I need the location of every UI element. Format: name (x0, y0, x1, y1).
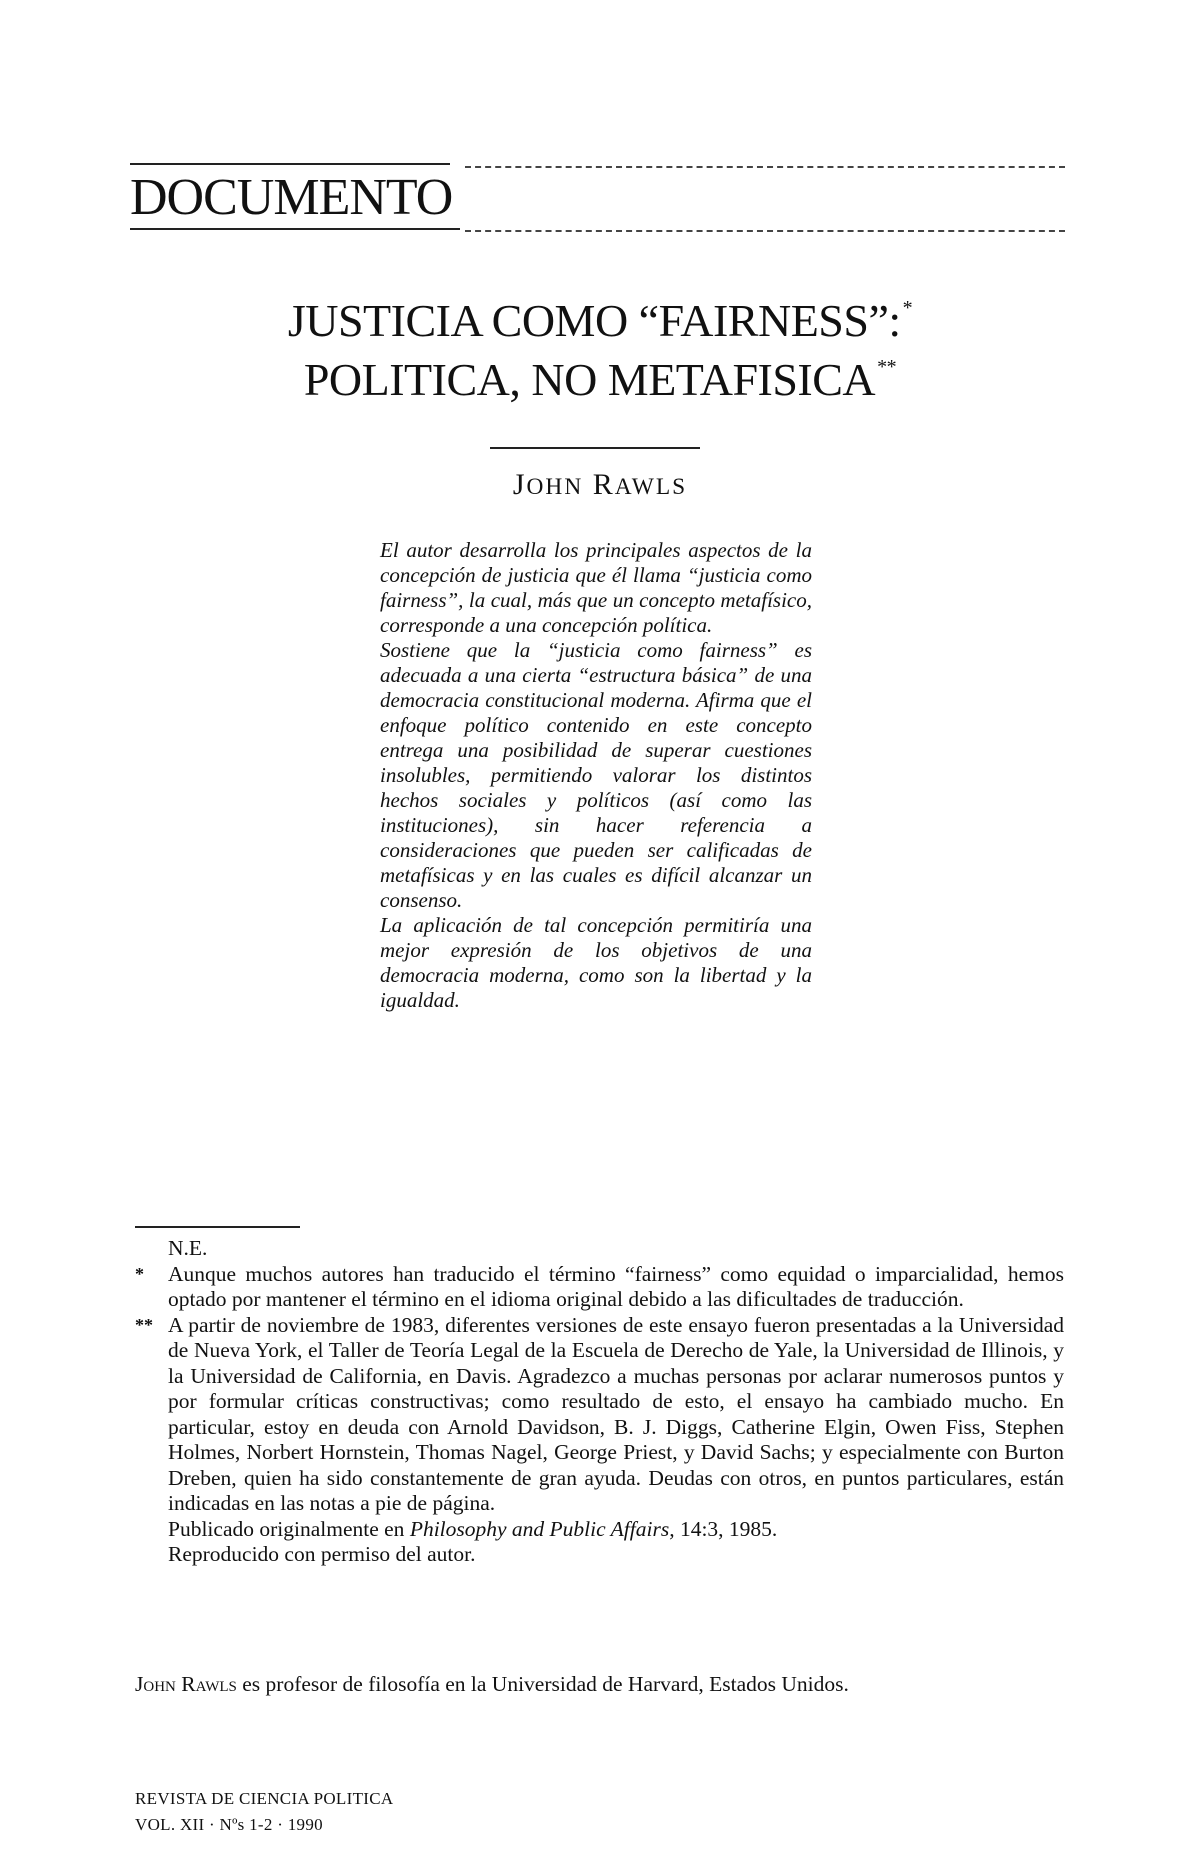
article-title-line-1 (0, 295, 1200, 346)
title-footnote-mark-1: * (902, 297, 913, 319)
header-rule-bottom-right (465, 230, 1065, 232)
article-title-line-2 (0, 354, 1200, 405)
footnote-rule (135, 1226, 300, 1228)
footer-volume: VOL. XII · Nºs 1-2 · 1990 (135, 1815, 323, 1834)
publication-prefix: Publicado originalmente en (168, 1516, 405, 1541)
title-footnote-mark-2: ** (877, 356, 897, 378)
section-label: DOCUMENTO (130, 169, 453, 226)
publication-note (168, 1517, 1064, 1543)
header-rule-top-left (130, 163, 450, 165)
author-name (0, 470, 1200, 500)
page-footer (135, 1786, 393, 1838)
author-rule (490, 447, 700, 449)
footnote-2-text: A partir de noviembre de 1983, diferentes versiones de este ensayo fueron presentadas a la Universidad de Nueva York, el Taller de Teoría Legal de la Escuela de Derecho de Yale, la Universidad de Illinois, y la Universidad de California, en Davis. Agradezco a muchas personas por aclarar numerosos puntos y por formular críticas constructivas; como resultado de esto, el ensayo ha cambiado mucho. En particular, estoy en deuda con Arnold Davidson, B. J. Diggs, Catherine Elgin, Owen Fiss, Stephen Holmes, Norbert Hornstein, Thomas Nagel, George Priest, y David Sachs; y especialmente con Burton Dreben, quien ha sido constantemente de gran ayuda. Deudas con otros, en puntos particulares, están indicadas en las notas a pie de página. (168, 1312, 1064, 1515)
header-rule-top-right (465, 166, 1065, 168)
footnotes (135, 1236, 1064, 1568)
author-last-rest: AWLS (614, 474, 688, 500)
reproduction-note: Reproducido con permiso del autor. (168, 1542, 476, 1566)
author-first-rest: OHN (526, 474, 584, 500)
footer-journal: REVISTA DE CIENCIA POLITICA (135, 1789, 394, 1808)
author-bio (135, 1672, 1064, 1698)
editor-note-label: N.E. (168, 1236, 208, 1260)
title-line-2-text: POLITICA, NO METAFISICA (303, 354, 876, 405)
footnote-2-mark: ** (135, 1314, 153, 1335)
footnote-1-mark: * (135, 1263, 144, 1284)
author-first-initial: J (512, 468, 527, 501)
abstract-paragraph-2: Sostiene que la “justicia como fairness” es adecuada a una cierta “estructura básica” de una democracia constitucional moderna. Afirma que el enfoque político contenido en este concepto entrega una posibilidad de superar cuestiones insolubles, permitiendo valorar los distintos hechos sociales y políticos (así como las instituciones), sin hacer referencia a consideraciones que pueden ser calificadas de metafísicas y en las cuales es difícil alcanzar un consenso. (380, 638, 812, 912)
header-rule-bottom-left (130, 228, 460, 230)
author-bio-text: es profesor de filosofía en la Universidad de Harvard, Estados Unidos. (242, 1672, 849, 1696)
title-line-1-text: JUSTICIA COMO “FAIRNESS”: (287, 295, 901, 346)
author-last-initial: R (592, 468, 615, 501)
abstract-paragraph-1: El autor desarrolla los principales aspectos de la concepción de justicia que él llama “justicia como fairness”, la cual, más que un concepto metafísico, corresponde a una concepción política. (380, 538, 812, 637)
abstract (380, 538, 812, 1013)
publication-journal: Philosophy and Public Affairs, (409, 1516, 675, 1541)
footnote-1-text: Aunque muchos autores han traducido el término “fairness” como equidad o imparcialidad, hemos optado por mantener el término en el idioma original debido a las dificultades de traducción. (168, 1261, 1064, 1311)
abstract-paragraph-3: La aplicación de tal concepción permitiría una mejor expresión de los objetivos de una democracia moderna, como son la libertad y la igualdad. (380, 913, 812, 1012)
publication-suffix: 14:3, 1985. (679, 1516, 778, 1541)
author-bio-name: John Rawls (135, 1672, 237, 1696)
footnote-2 (135, 1312, 1064, 1517)
footnote-1 (135, 1261, 1064, 1313)
